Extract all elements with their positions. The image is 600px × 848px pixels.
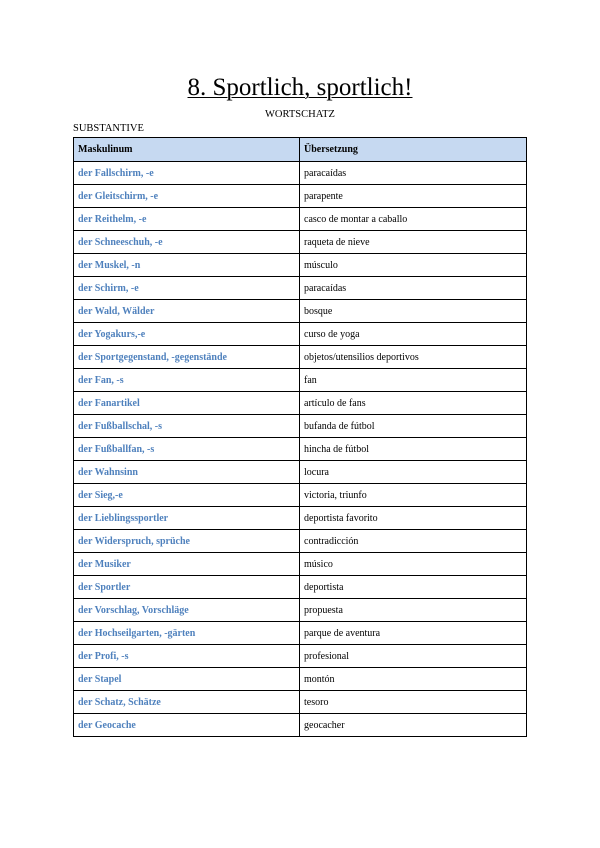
table-header [74,138,527,162]
german-noun-cell: der Schneeschuh, -e [74,231,300,254]
translation-cell: músico [300,553,527,576]
translation-cell: paracaídas [300,277,527,300]
table-row [74,691,527,714]
table-row [74,346,527,369]
translation-cell: contradicción [300,530,527,553]
german-noun-cell: der Gleitschirm, -e [74,185,300,208]
table-row [74,415,527,438]
vocabulary-table [73,137,527,737]
german-noun-cell: der Fußballfan, -s [74,438,300,461]
translation-cell: hincha de fútbol [300,438,527,461]
german-noun-cell: der Muskel, -n [74,254,300,277]
translation-cell: montón [300,668,527,691]
german-noun-cell: der Vorschlag, Vorschläge [74,599,300,622]
table-row [74,208,527,231]
german-noun-cell: der Geocache [74,714,300,737]
table-body [74,162,527,737]
table-row [74,576,527,599]
table-row [74,714,527,737]
german-noun-cell: der Fan, -s [74,369,300,392]
german-noun-cell: der Hochseilgarten, -gärten [74,622,300,645]
translation-cell: raqueta de nieve [300,231,527,254]
table-row [74,668,527,691]
german-noun-cell: der Schirm, -e [74,277,300,300]
table-row [74,162,527,185]
translation-cell: casco de montar a caballo [300,208,527,231]
table-row [74,254,527,277]
table-row [74,323,527,346]
german-noun-cell: der Sieg,-e [74,484,300,507]
table-row [74,484,527,507]
translation-cell: bufanda de fútbol [300,415,527,438]
table-row [74,369,527,392]
table-row [74,231,527,254]
german-noun-cell: der Schatz, Schätze [74,691,300,714]
table-row [74,461,527,484]
german-noun-cell: der Yogakurs,-e [74,323,300,346]
table-header-row [74,138,527,162]
header-translation: Übersetzung [300,138,527,162]
german-noun-cell: der Sportler [74,576,300,599]
translation-cell: paracaídas [300,162,527,185]
german-noun-cell: der Profi, -s [74,645,300,668]
document-title: 8. Sportlich, sportlich! [187,74,413,101]
table-row [74,553,527,576]
german-noun-cell: der Fußballschal, -s [74,415,300,438]
german-noun-cell: der Widerspruch, sprüche [74,530,300,553]
table-row [74,622,527,645]
german-noun-cell: der Lieblingssportler [74,507,300,530]
document-subtitle: WORTSCHATZ [265,109,335,120]
table-row [74,599,527,622]
german-noun-cell: der Wald, Wälder [74,300,300,323]
header-german: Maskulinum [74,138,300,162]
section-label: SUBSTANTIVE [73,123,144,134]
translation-cell: bosque [300,300,527,323]
german-noun-cell: der Musiker [74,553,300,576]
translation-cell: fan [300,369,527,392]
german-noun-cell: der Fallschirm, -e [74,162,300,185]
german-noun-cell: der Wahnsinn [74,461,300,484]
translation-cell: artículo de fans [300,392,527,415]
german-noun-cell: der Sportgegenstand, -gegenstände [74,346,300,369]
translation-cell: locura [300,461,527,484]
translation-cell: geocacher [300,714,527,737]
translation-cell: deportista [300,576,527,599]
table-row [74,300,527,323]
translation-cell: músculo [300,254,527,277]
translation-cell: profesional [300,645,527,668]
table-row [74,530,527,553]
translation-cell: tesoro [300,691,527,714]
german-noun-cell: der Fanartikel [74,392,300,415]
table-row [74,438,527,461]
table-row [74,277,527,300]
translation-cell: victoria, triunfo [300,484,527,507]
translation-cell: parapente [300,185,527,208]
translation-cell: objetos/utensilios deportivos [300,346,527,369]
table-row [74,392,527,415]
table-row [74,185,527,208]
translation-cell: curso de yoga [300,323,527,346]
translation-cell: propuesta [300,599,527,622]
table-row [74,645,527,668]
translation-cell: parque de aventura [300,622,527,645]
german-noun-cell: der Stapel [74,668,300,691]
german-noun-cell: der Reithelm, -e [74,208,300,231]
table-row [74,507,527,530]
translation-cell: deportista favorito [300,507,527,530]
